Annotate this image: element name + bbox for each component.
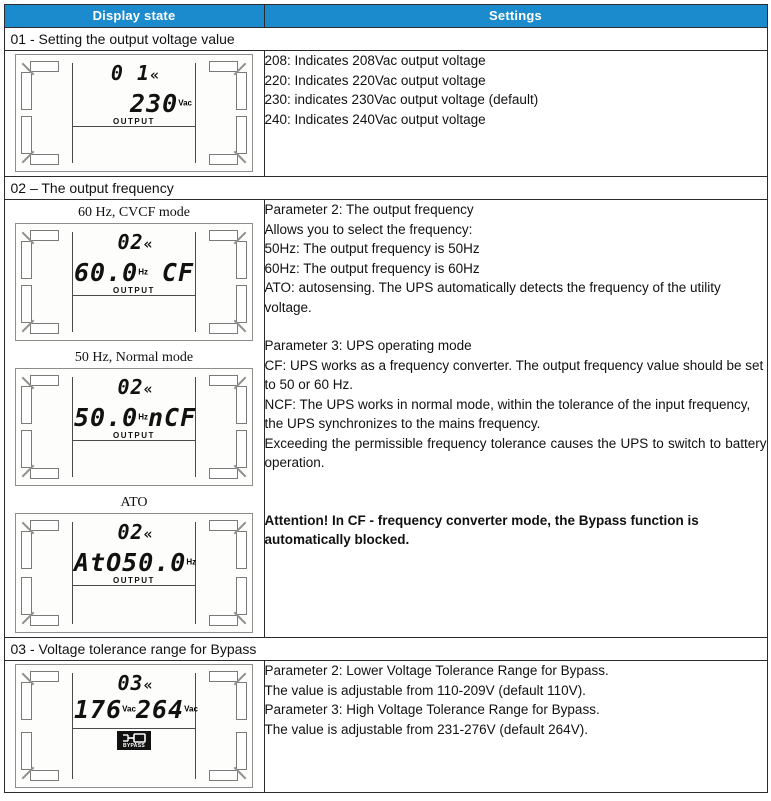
lcd-code-value: 0 1 xyxy=(110,61,151,85)
settings-line: Parameter 2: Lower Voltage Tolerance Range for Bypass. xyxy=(264,663,609,678)
attention-note: Attention! In CF - frequency converter mode, the Bypass function is automatically blocked. xyxy=(264,512,699,547)
settings-line: 50Hz: The output frequency is 50Hz xyxy=(264,241,480,256)
lcd-panel-02b xyxy=(15,368,253,486)
settings-line: 230: indicates 230Vac output voltage (default) xyxy=(264,92,539,107)
lcd-left-value: 60.0 xyxy=(74,258,139,287)
bypass-indicator xyxy=(16,731,252,750)
settings-line: The value is adjustable from 231-276V (default 264V). xyxy=(264,721,588,737)
lcd-code-value: 03 xyxy=(117,671,144,695)
lcd-left-unit: Hz xyxy=(138,412,148,422)
paragraph-spacer xyxy=(265,473,767,492)
table-header-row xyxy=(4,5,767,28)
lcd-right-value: 264 xyxy=(135,695,185,724)
settings-line: CF: UPS works as a frequency converter. The output frequency value should be set to 50 or 60 Hz. xyxy=(264,357,764,392)
lcd-panel-01 xyxy=(15,54,253,172)
lcd-right-value: 50.0 xyxy=(122,548,187,577)
settings-line: NCF: The UPS works in normal mode, within the tolerance of the input frequency, the UPS synchronizes to the mains frequency. xyxy=(264,396,751,431)
lcd-parameter-code-02c xyxy=(16,520,252,544)
lcd-wrap-02a xyxy=(5,200,264,345)
settings-line: 240: Indicates 240Vac output voltage xyxy=(264,111,486,127)
bypass-label: BYPASS xyxy=(123,743,145,749)
settings-table xyxy=(4,4,768,793)
lcd-output-label-02a: OUTPUT xyxy=(113,286,155,295)
lcd-wrap-01 xyxy=(5,51,264,176)
lcd-right-unit: Hz xyxy=(186,557,197,567)
double-chevron-left-icon: « xyxy=(150,66,158,84)
display-cell-02 xyxy=(4,200,264,638)
lcd-divider-horizontal xyxy=(72,295,196,296)
paragraph-spacer xyxy=(265,492,767,511)
lcd-main-value: 230 xyxy=(130,89,179,118)
settings-line: Parameter 3: High Voltage Tolerance Range for Bypass. xyxy=(264,702,600,717)
double-chevron-left-icon: « xyxy=(143,525,151,543)
lcd-caption-02b: 50 Hz, Normal mode xyxy=(74,350,194,365)
double-chevron-left-icon: « xyxy=(143,380,151,398)
lcd-wrap-02b xyxy=(5,345,264,490)
lcd-output-label-01: OUTPUT xyxy=(113,117,155,126)
section-title-03: 03 - Voltage tolerance range for Bypass xyxy=(4,638,767,661)
display-cell-01 xyxy=(4,51,264,177)
settings-cell-01 xyxy=(264,51,767,177)
settings-cell-02 xyxy=(264,200,767,638)
lcd-right-value: nCF xyxy=(148,403,197,432)
lcd-right-unit: Vac xyxy=(184,704,198,714)
settings-line: The value is adjustable from 110-209V (default 110V). xyxy=(264,682,586,698)
section-title-01: 01 - Setting the output voltage value xyxy=(4,28,767,51)
section-title-row-02 xyxy=(4,177,767,200)
section-title-row-03 xyxy=(4,638,767,661)
lcd-caption-02a: 60 Hz, CVCF mode xyxy=(78,205,190,220)
lcd-code-value: 02 xyxy=(117,520,144,544)
lcd-left-value: 176 xyxy=(74,695,123,724)
lcd-main-unit: Vac xyxy=(178,98,192,108)
lcd-main-readout-03 xyxy=(74,695,198,729)
section-body-row-01 xyxy=(4,51,767,177)
lcd-parameter-code-02b xyxy=(16,375,252,399)
lcd-parameter-code-03 xyxy=(16,671,252,695)
lcd-panel-03 xyxy=(15,664,253,788)
lcd-caption-02c: ATO xyxy=(120,495,148,510)
lcd-output-label-02b: OUTPUT xyxy=(113,431,155,440)
settings-line: Parameter 2: The output frequency xyxy=(264,202,474,217)
lcd-panel-02a xyxy=(15,223,253,341)
lcd-left-unit: Vac xyxy=(122,704,136,714)
section-title-02: 02 – The output frequency xyxy=(4,177,767,200)
lcd-left-value: AtO xyxy=(74,548,123,577)
paragraph-spacer xyxy=(265,317,767,336)
lcd-right-value: CF xyxy=(161,258,194,287)
section-title-row-01 xyxy=(4,28,767,51)
lcd-wrap-03 xyxy=(5,661,264,792)
lcd-divider-horizontal xyxy=(72,585,196,586)
lcd-parameter-code-02a xyxy=(16,230,252,254)
header-display-state: Display state xyxy=(4,5,264,28)
settings-line: 220: Indicates 220Vac output voltage xyxy=(264,72,486,88)
settings-line: Exceeding the permissible frequency tolerance causes the UPS to switch to battery operation. xyxy=(264,435,767,470)
settings-line: Allows you to select the frequency: xyxy=(264,221,473,237)
double-chevron-left-icon: « xyxy=(143,235,151,253)
settings-line: ATO: autosensing. The UPS automatically detects the frequency of the utility voltage. xyxy=(264,280,721,315)
lcd-parameter-code-01 xyxy=(16,61,252,85)
double-chevron-left-icon: « xyxy=(143,676,151,694)
settings-line: 60Hz: The output frequency is 60Hz xyxy=(264,260,480,276)
header-settings: Settings xyxy=(264,5,767,28)
settings-cell-03 xyxy=(264,661,767,793)
lcd-divider-horizontal xyxy=(72,126,196,127)
section-body-row-03 xyxy=(4,661,767,793)
lcd-code-value: 02 xyxy=(117,230,144,254)
lcd-left-unit: Hz xyxy=(138,267,148,277)
display-cell-03 xyxy=(4,661,264,793)
lcd-output-label-02c: OUTPUT xyxy=(113,576,155,585)
lcd-divider-horizontal xyxy=(72,440,196,441)
settings-line: Parameter 3: UPS operating mode xyxy=(264,338,472,353)
bypass-badge xyxy=(117,731,151,750)
lcd-code-value: 02 xyxy=(117,375,144,399)
lcd-wrap-02c xyxy=(5,490,264,637)
section-body-row-02 xyxy=(4,200,767,638)
lcd-left-value: 50.0 xyxy=(74,403,139,432)
settings-line: 208: Indicates 208Vac output voltage xyxy=(264,53,486,68)
lcd-panel-02c xyxy=(15,513,253,633)
